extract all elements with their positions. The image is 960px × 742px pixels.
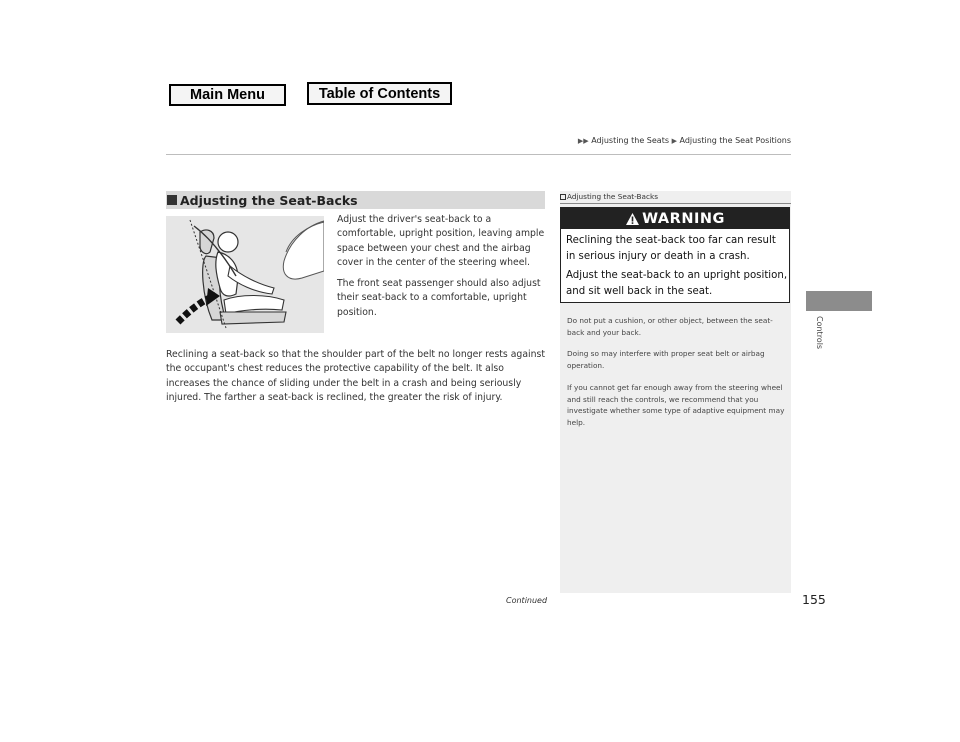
note-paragraph: If you cannot get far enough away from the steering wheel and still reach the controls, we recommend that you investigate whether some type of adaptive equipment may help. — [567, 382, 785, 427]
warning-label: WARNING — [642, 210, 725, 227]
continued-label: Continued — [506, 596, 548, 605]
instruction-paragraph: The front seat passenger should also adjust their seat-back to a comfortable, upright position. — [337, 278, 541, 318]
header-divider — [166, 154, 791, 155]
note-paragraph: Do not put a cushion, or other object, between the seat-back and your back. — [567, 316, 773, 337]
notes-text — [567, 315, 785, 439]
note-paragraph: Doing so may interfere with proper seat belt or airbag operation. — [567, 349, 765, 371]
seat-back-illustration — [166, 216, 324, 333]
chapter-tab-label: Controls — [815, 316, 824, 350]
breadcrumb-current: Adjusting the Seat Positions — [679, 136, 791, 145]
breadcrumb-arrow-icon: ▶▶ — [577, 137, 589, 145]
notes-title-text: Adjusting the Seat-Backs — [567, 192, 659, 201]
breadcrumb — [556, 136, 791, 145]
warning-box — [560, 207, 790, 303]
warning-triangle-icon — [625, 212, 640, 226]
notes-title — [560, 192, 791, 201]
table-of-contents-button[interactable]: Table of Contents — [307, 82, 452, 105]
section-title: Adjusting the Seat-Backs — [180, 192, 358, 208]
main-menu-button[interactable]: Main Menu — [169, 84, 286, 106]
side-instructions — [337, 213, 549, 327]
warning-text: Reclining the seat-back too far can result in serious injury or death in a crash. — [566, 235, 776, 262]
chapter-tab[interactable] — [806, 291, 872, 311]
warning-body — [566, 233, 788, 303]
section-heading — [166, 191, 545, 209]
warning-text: Adjust the seat-back to an upright position, and sit well back in the seat. — [566, 270, 788, 297]
seat-illustration-svg — [166, 216, 324, 333]
warning-header — [561, 208, 789, 229]
section-square-icon — [167, 195, 177, 205]
notes-divider — [560, 203, 791, 204]
note-box-icon — [560, 194, 566, 200]
breadcrumb-parent-link[interactable]: Adjusting the Seats — [591, 136, 670, 145]
main-paragraph: Reclining a seat-back so that the shoulder part of the belt no longer rests against the occupant's chest reduces the protective capability of the belt. It also increases the chance of sliding under the belt in a crash and being seriously injured. The farther a seat-back is reclined, the greater the risk of injury. — [166, 349, 545, 403]
breadcrumb-arrow-icon: ▶ — [671, 137, 677, 145]
page-number: 155 — [802, 592, 826, 607]
instruction-paragraph: Adjust the driver's seat-back to a comfortable, upright position, leaving ample space between your chest and the airbag cover in the center of the steering wheel. — [337, 214, 545, 268]
